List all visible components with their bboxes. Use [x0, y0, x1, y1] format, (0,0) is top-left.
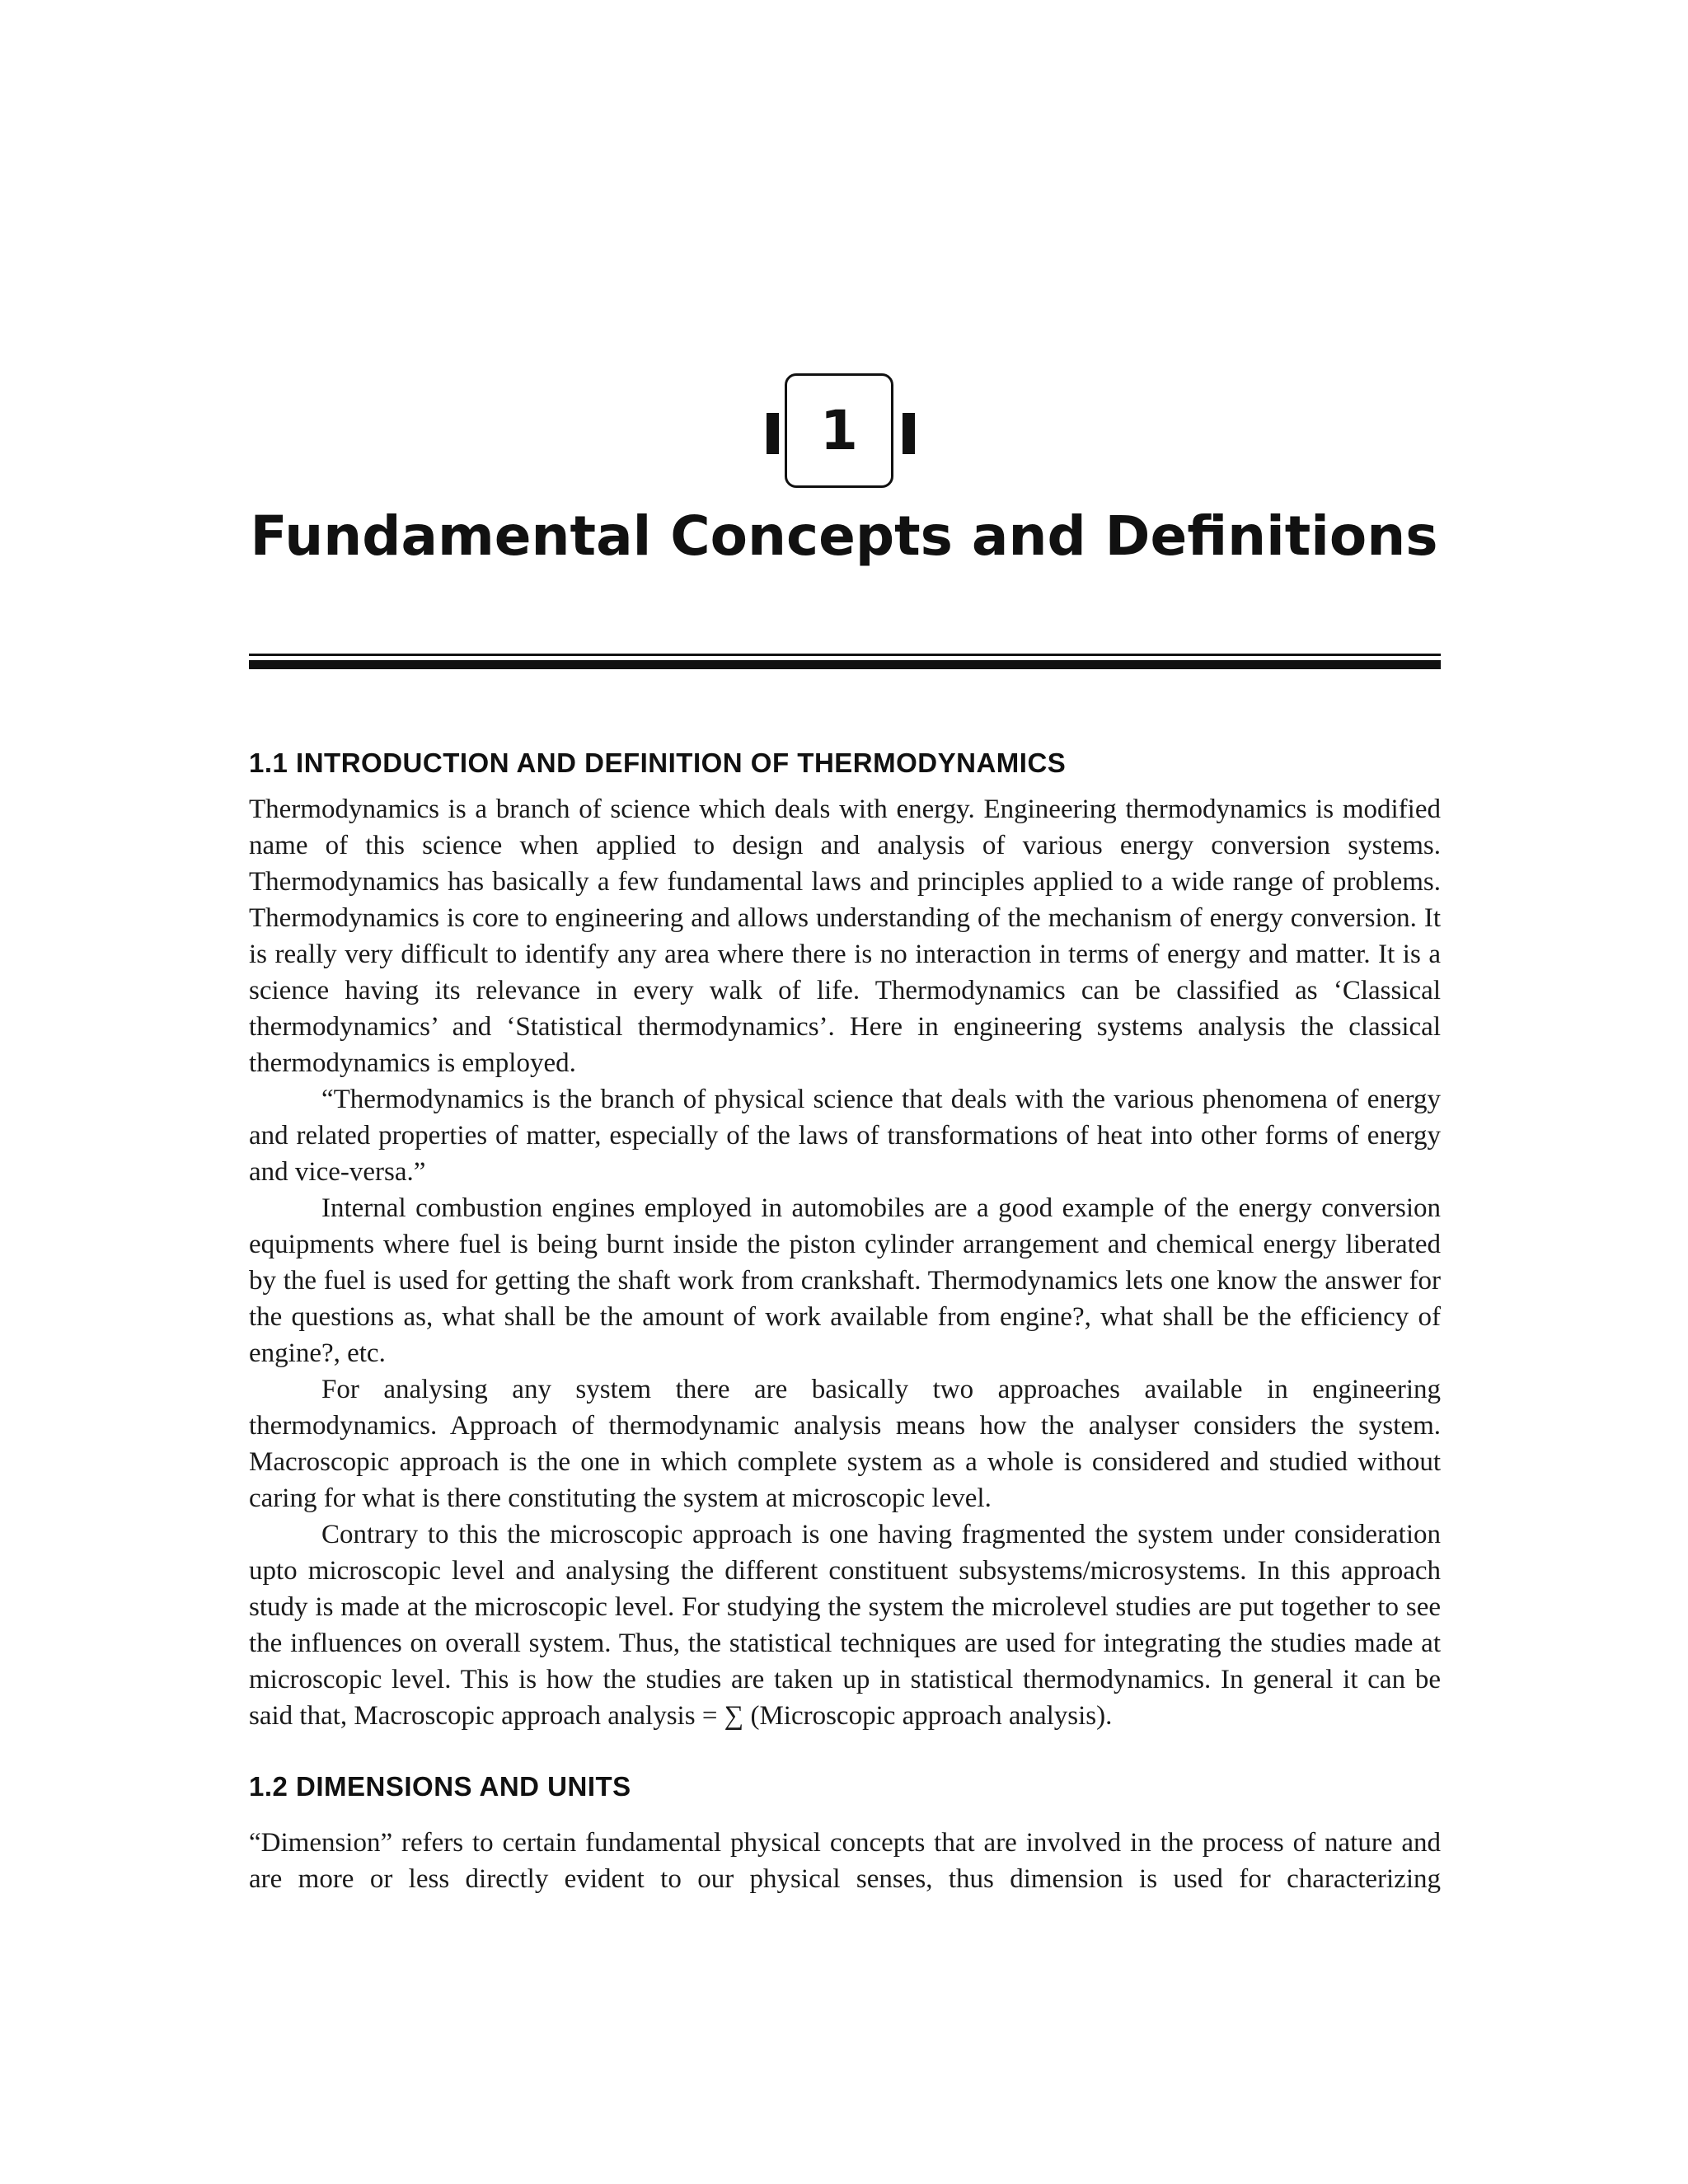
- paragraph: Contrary to this the microscopic approach is one having fragmented the system under consideration upto microscopic level and analysing the different constituent subsystems/microsystems. In this approach study is made at the microscopic level. For studying the system the microlevel studies are put together to see the influences on overall system. Thus, the statistical techniques are used for integrating the studies made at microscopic level. This is how the studies are taken up in statistical thermodynamics. In general it can be said that, Macroscopic approach analysis = ∑ (Microscopic approach analysis).: [249, 1520, 1441, 1731]
- chapter-title: Fundamental Concepts and Definitions: [250, 504, 1438, 568]
- badge-left-bar: [767, 413, 779, 454]
- paragraph: “Dimension” refers to certain fundamental physical concepts that are involved in the process of nature and are more or less directly evident to our physical senses, thus dimension is used for characterizing: [249, 1828, 1441, 1894]
- title-divider: [249, 654, 1441, 669]
- paragraph: “Thermodynamics is the branch of physical science that deals with the various phenomena of energy and related properties of matter, especially of the laws of transformations of heat into other forms of energy and vice-versa.”: [249, 1085, 1441, 1187]
- paragraph: For analysing any system there are basically two approaches available in engineering thermodynamics. Approach of thermodynamic analysis means how the analyser considers the system. Macroscopic approach is the one in which complete system as a whole is considered and studied without caring for what is there constituting the system at microscopic level.: [249, 1375, 1441, 1513]
- section-heading: 1.2 DIMENSIONS AND UNITS: [249, 1771, 631, 1802]
- paragraph: Internal combustion engines employed in automobiles are a good example of the energy conversion equipments where fuel is being burnt inside the piston cylinder arrangement and chemical energy liberated by the fuel is used for getting the shaft work from crankshaft. Thermodynamics lets one know the answer for the questions as, what shall be the amount of work available from engine?, what shall be the efficiency of engine?, etc.: [249, 1193, 1441, 1368]
- section-dimensions-units: [249, 1769, 1441, 1897]
- section-heading: 1.1 INTRODUCTION AND DEFINITION OF THERMODYNAMICS: [249, 748, 1067, 778]
- chapter-number-badge: [767, 373, 915, 491]
- section-introduction: [249, 745, 1441, 1734]
- chapter-number: 1: [785, 373, 893, 488]
- divider-thick-rule: [249, 660, 1441, 669]
- badge-right-bar: [903, 413, 915, 454]
- paragraph: Thermodynamics is a branch of science which deals with energy. Engineering thermodynamics is modified name of this science when applied to design and analysis of various energy conversion systems. Thermodynamics has basically a few fundamental laws and principles applied to a wide range of problems. Thermodynamics is core to engineering and allows understanding of the mechanism of energy conversion. It is really very difficult to identify any area where there is no interaction in terms of energy and matter. It is a science having its relevance in every walk of life. Thermodynamics can be classified as ‘Classical thermodynamics’ and ‘Statistical thermodynamics’. Here in engineering systems analysis the classical thermodynamics is employed.: [249, 794, 1441, 1078]
